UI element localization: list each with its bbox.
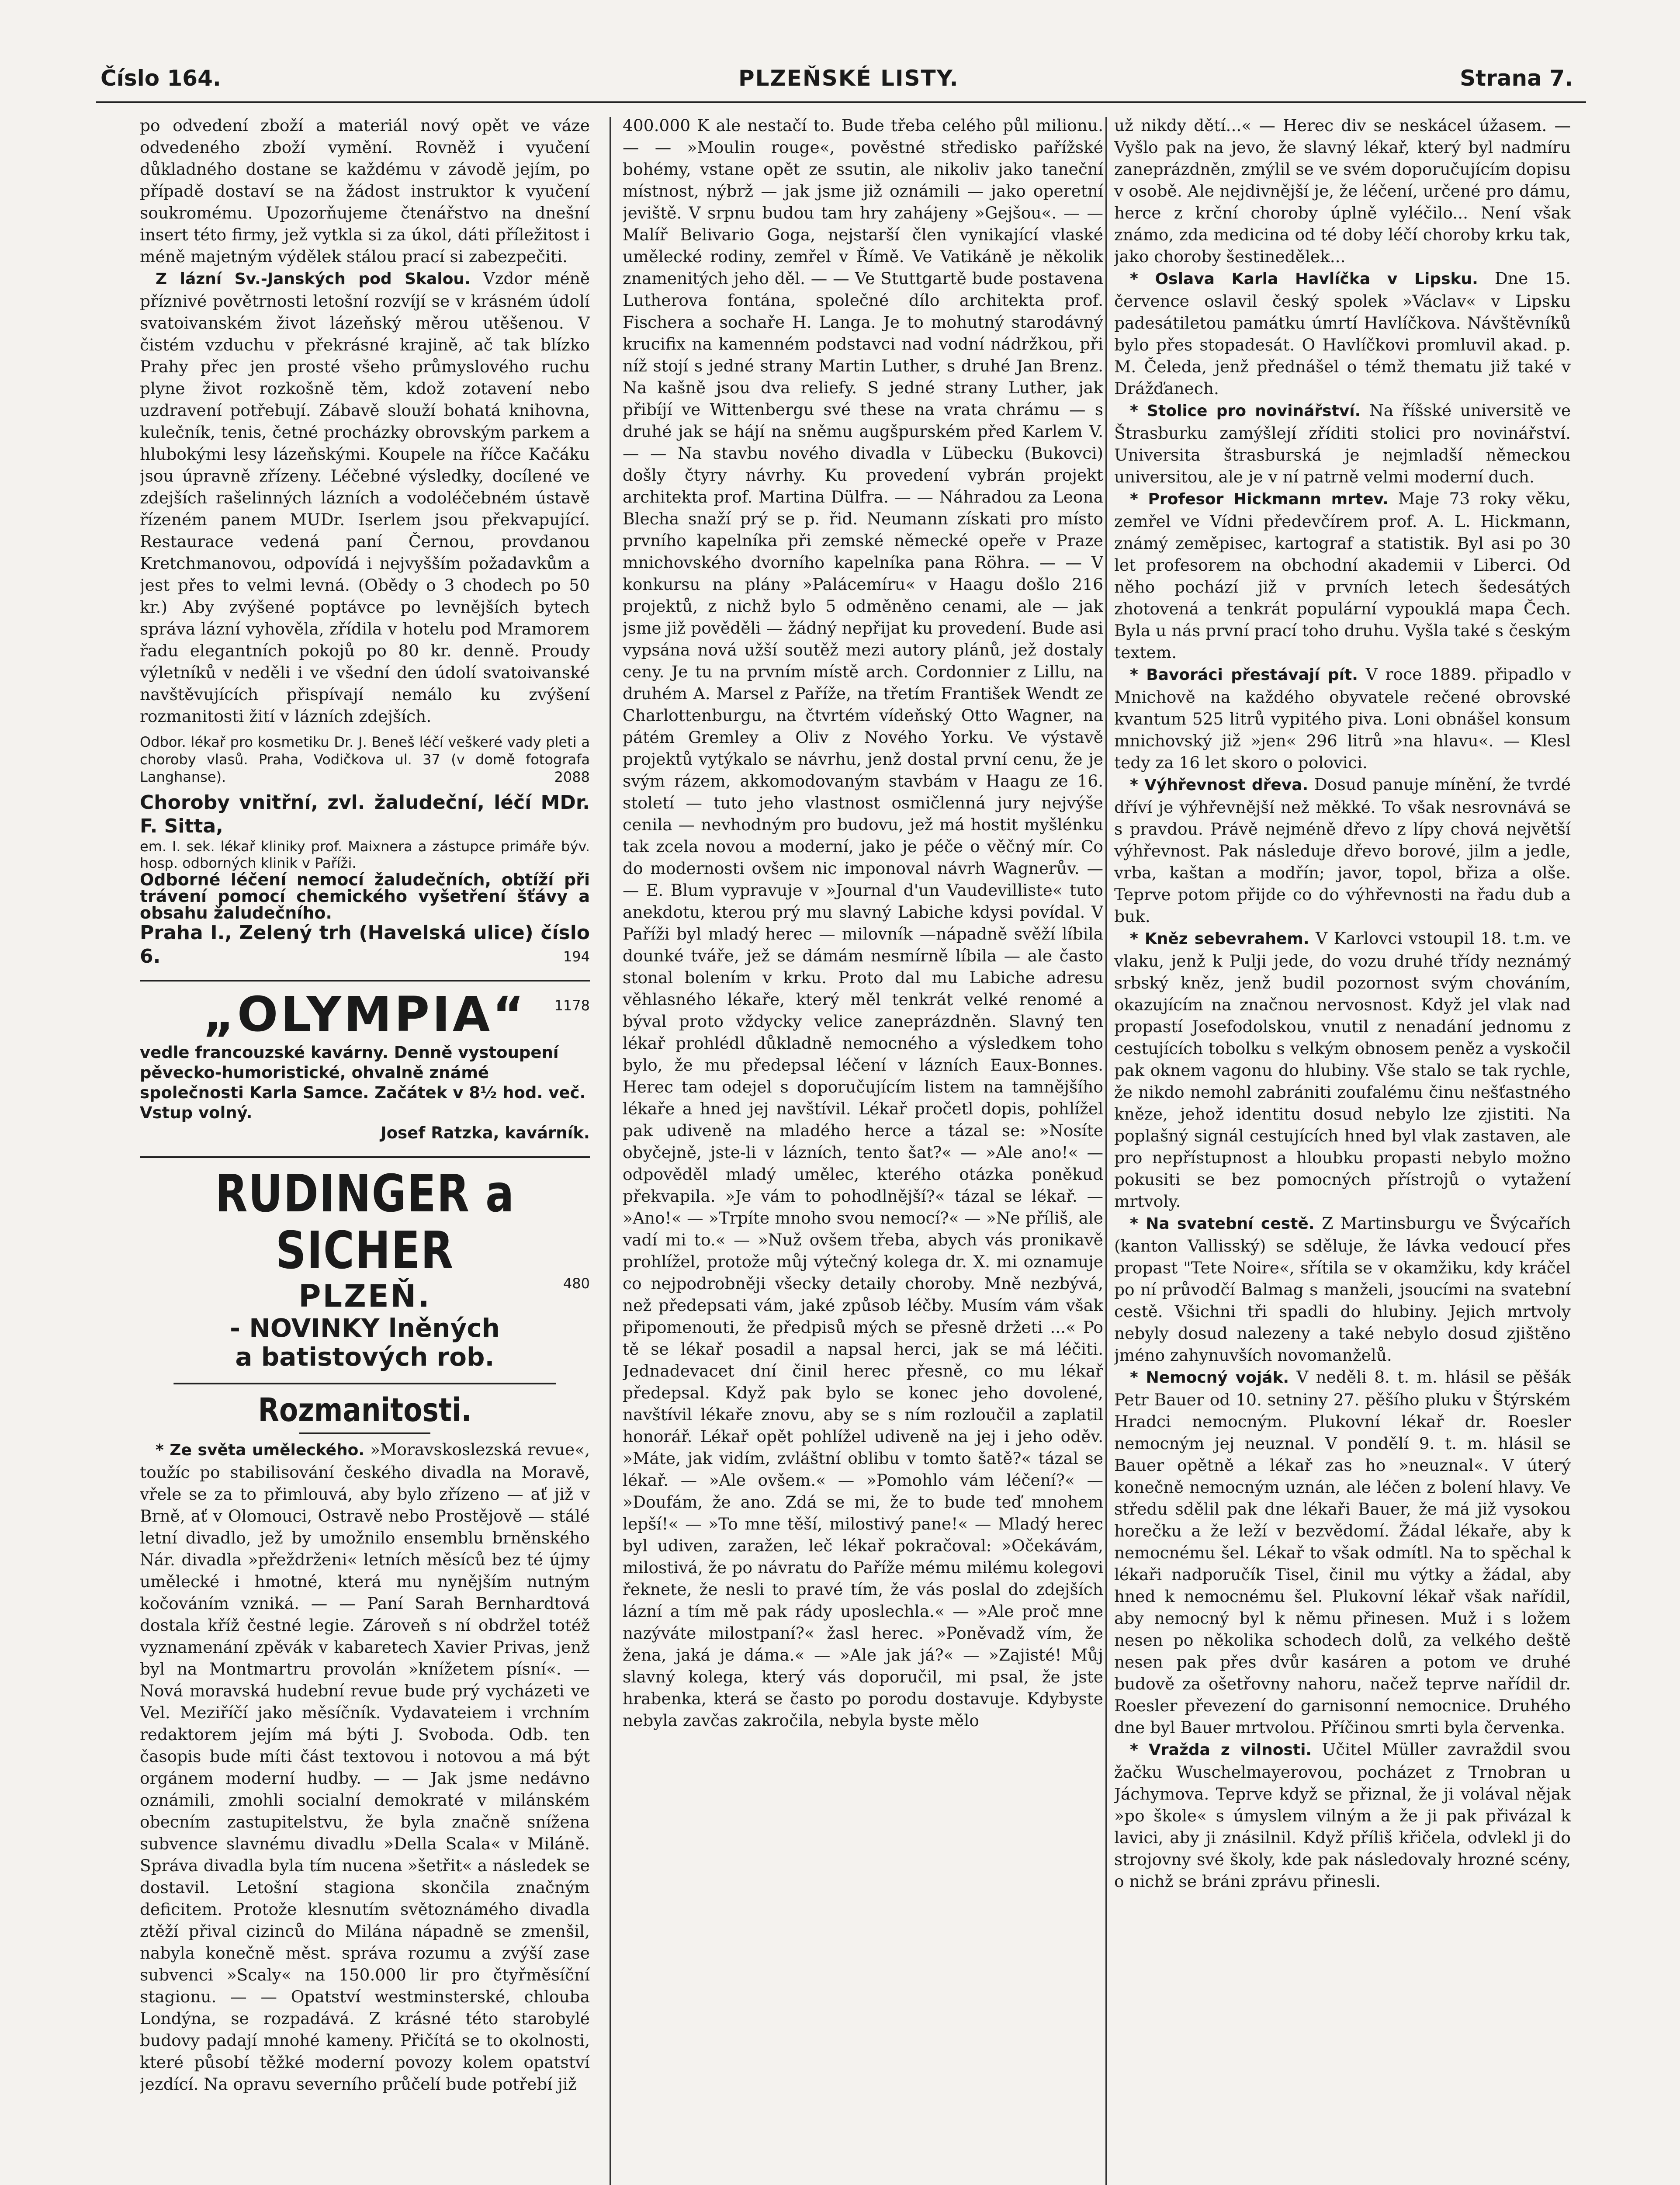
article-drevo <box>1114 773 1571 927</box>
article-heading: * Ze světa uměleckého. <box>156 1441 365 1459</box>
article-body: Vzdor méně příznivé povětrnosti letošní rozvíjí se v krásném údolí svatoivanském život lázeňský měrou utěšenou. V čistém vzduchu v překrásné krajině, ač tak blízko Prahy přec jen prosté všeho průmyslového ruchu plyne život rozkošně těm, kdož zotavení nebo uzdravení potřebují. Zábavě slouží bohatá knihovna, kulečník, tenis, četné procházky obrovským parkem a hlubokými lesy lázeňskými. Koupele na říčce Kačáku jsou úpravně zřízeny. Léčebné výsledky, docílené ve zdejších rašelinných lázních a vodoléčebném ústavě řízeném panem MUDr. Iserlem jsou překvapující. Restaurace vedená paní Černou, provdanou Kretchmanovou, odpovídá i nejvyšším požadavkům a jest přes to velmi levná. (Obědy o 3 chodech po 50 kr.) Aby zvýšené poptávce po levnějších bytech správa lázní vyhověla, zřídila v hotelu pod Mramorem řadu elegantních pokojů po 80 kr. denně. Proudy výletníků v neděli i ve všední den údolí svatoivanské navštěvujících přispívají nemálo ku zvýšení rozmanitosti žití v lázních zdejších. <box>140 269 590 726</box>
article-heading: * Vražda z vilnosti. <box>1130 1741 1312 1759</box>
column-2 <box>623 114 1103 2185</box>
article-body: Na říšské universitě ve Štrasburku zamýšlejí zříditi stolici pro novinářství. Universita štrasburská je nejmladší německou universitou, ale je v ní patrně velmi moderní duch. <box>1114 401 1571 486</box>
article-knez <box>1114 927 1571 1212</box>
article-svet-umelecky <box>140 1439 590 2095</box>
article-body: V roce 1889. připadlo v Mnichově na každého obyvatele rečené obrovské kvantum 525 litrů vypitého piva. Loni obnášel konsum mnichovský již »jen« 296 litrů »na hlavu«. — Klesl tedy za 16 let skoro o polovici. <box>1114 665 1571 772</box>
newspaper-title: PLZEŇSKÉ LISTY. <box>738 66 959 91</box>
article-heading: * Bavoráci přestávají pít. <box>1130 666 1358 684</box>
ad-text: vedle francouzské kavárny. Denně vystoupení pěvecko-humoristické, ohvalně známé společnosti Karla Samce. Začátek v 8½ hod. več. Vstup volný. <box>140 1043 586 1122</box>
article-body: Maje 73 roky věku, zemřel ve Vídni předevčírem prof. A. L. Hickmann, známý zeměpisec, kartograf a statistik. Byl asi po 30 let profesorem na obchodní akademii v Liberci. Od něho pochází již v prvních letech šedesátých zhotovená a tenkrát populární vypouklá mapa Čech. Byla u nás první prací toho druhu. Vyšla také s českým textem. <box>1114 489 1571 662</box>
page-number: Strana 7. <box>1460 66 1573 91</box>
ad-text: - NOVINKY lněných <box>230 1313 500 1343</box>
ad-sitta <box>140 791 590 968</box>
section-rule <box>299 1432 430 1434</box>
ad-text: em. I. sek. lékař kliniky prof. Maixnera a zástupce primáře býv. hosp. odborných klinik v Paříži. <box>140 838 590 871</box>
article-stolice <box>1114 399 1571 488</box>
ad-signature: Josef Ratzka, kavárník. <box>380 1124 590 1142</box>
article-heading: * Na svatební cestě. <box>1130 1215 1315 1233</box>
article-heading: * Nemocný voják. <box>1130 1369 1289 1387</box>
ad-city: PLZEŇ. <box>298 1278 431 1314</box>
header-rule <box>96 101 1586 103</box>
ad-olympia <box>140 980 590 1143</box>
article-heading: * Profesor Hickmann mrtev. <box>1130 490 1389 508</box>
article-vrazda <box>1114 1738 1571 1892</box>
ad-text: Odbor. lékař pro kosmetiku Dr. J. Beneš léčí veškeré vady pleti a choroby vlasů. Praha, Vodičkova ul. 37 (v domě fotografa Langhanse). <box>140 734 590 785</box>
ad-text: Odborné léčení nemocí žaludečních, obtíží při trávení pomocí chemického vyšetření šťávy a obsahu žaludečního. <box>140 870 590 923</box>
column-3 <box>1114 114 1571 2185</box>
ad-number: 1178 <box>554 997 590 1014</box>
ad-title: RUDINGER a SICHER <box>215 1163 515 1280</box>
article-body: »Moravskoslezská revue«, toužíc po stabilisování českého divadla na Moravě, vřele se za to přimlouvá, aby bylo zřízeno — ať již v Brně, ať v Olomouci, Ostravě nebo Prostějově — stálé letní divadlo, jež by umožnilo ensemblu brněnského Nár. divadla »přeždrženi« letních měsíců bez té újmy umělecké i hmotné, která mu nynějším nutným kočováním vzniká. — — Paní Sarah Bernhardtová dostala kříž čestné legie. Zároveň s ní obdržel totéž vyznamenání zpěvák v kabaretech Xavier Privas, jenž byl na Montmartru provolán »knížetem písní«. — Nová moravská hudební revue bude prý vycházeti ve Vel. Meziříčí jako měsíčník. Vydavateiem i vrchním redaktorem jejím má býti J. Svoboda. Odb. ten časopis bude míti část textovou i notovou a má být orgánem moderní hudby. — — Jak jsme nedávno oznámili, zmohli socialní demokraté v milánském obecním zastupitelstvu, že byla značně snížena subvence slavnému divadlu »Della Scala« v Miláně. Správa divadla byla tím nucena »šetřit« a následek se dostavil. Letošní stagiona skončila značným deficitem. Protože klesnutím světoznámého divadla ztěží přival cizinců do Milána nápadně se zmenšil, nabyla konečně měst. správa rozumu a zvýší zase subvenci »Scaly« na 150.000 lir pro čtyřměsíční stagionu. — — Opatství westminsterské, chlouba Londýna, se rozpadává. Z krásné této starobylé budovy padají mnohé kameny. Přičítá se to okolnosti, které působí těžké moderní povozy kolem opatství jezdící. Na opravu severního průčelí bude potřebí již <box>140 1440 590 2094</box>
ad-number: 194 <box>563 948 590 965</box>
article-body: V Karlovci vstoupil 18. t.m. ve vlaku, jenž k Pulji jede, do vozu druhé třídy neznámý srbský kněz, jenž budil pozornost svým chováním, okazujícím na značnou nervosnost. Když jel vlak nad propastí Josefodolskou, vnutil z nenadání jednomu z cestujících tobolku s velkým obnosem peněz a vyskočil pak oknem vagonu do hlubiny. Vše stalo se tak rychle, že nikdo nemohl zabrániti zoufalému činu nešťastného kněze, jehož identitu dosud nebylo lze zjistiti. Na poplašný signál cestujících hned byl vlak zastaven, ale pro nepřístupnost a hloubku propasti nebylo možno pokusiti se bez pomocných přístrojů o vytažení mrtvoly. <box>1114 929 1571 1211</box>
page-header <box>100 66 1582 96</box>
article-continuation: už nikdy dětí...« — Herec div se neskácel úžasem. — Vyšlo pak na jevo, že slavný lékař, který byl nadmíru zaneprázdněn, zmýlil se ve svém doporučujícím dopisu v osobě. Ale nejdivnější je, že léčení, určené pro dámu, herce z krční choroby úplně vyléčilo... Není však známo, zda medicina od té doby léčí choroby krku tak, jako choroby šestinedělek... <box>1114 116 1571 266</box>
column-divider-1 <box>610 117 611 2185</box>
article-body: V neděli 8. t. m. hlásil se pěšák Petr Bauer od 10. setniny 27. pěšího pluku v Štýrském Hradci nemocným. Plukovní lékař dr. Roesler nemocným jej neuznal. V pondělí 9. t. m. hlásil se Bauer opětně a lékař zas ho »neuznal«. V úterý konečně nemocným uznán, ale léčen z bolení hlavy. Ve středu sdělil pak dne lékaři Bauer, že má již vysokou horečku a že leží v bezvědomí. Žádal lékaře, aby k nemocnému šel. Lékař to však odmítl. Na to spěchal k lékaři nadporučík Tisel, činil mu výtky a žádal, aby hned k nemocnému šel. Plukovní lékař však nařídil, aby nemocný byl k němu přinesen. Muž i s ložem nesen po několika schodech dolů, za velkého deště nesen pak přes dvůr kasáren a potom ve druhé budově za ošetřovny nahoru, načež teprve nařídil dr. Roesler převezení do garnisonní nemocnice. Druhého dne byl Bauer mrtvolou. Příčinou smrti byla červenka. <box>1114 1367 1571 1737</box>
article-heading: * Stolice pro novinářství. <box>1130 402 1361 420</box>
article-body: Dosud panuje mínění, že tvrdé dříví je výhřevnější než měkké. To však nesrovnává se s pravdou. Právě nejméně dřevo z lípy chová největší výhřevnost. Pak následuje dřevo borové, jilm a jedle, vrba, kaštan a modřín; javor, topol, břiza a olše. Teprve potom přijde co do výhřevnosti na řadu dub a buk. <box>1114 775 1571 926</box>
article-continuation: po odvedení zboží a materiál nový opět ve váze odvedeného zboží vymění. Rovněž i vyučení důkladného dostane se každému v závodě jejím, po případě dostaví se na žádost instruktor k vyučení soukromému. Upozorňujeme čtenářstvo na dnešní insert této firmy, jež vytkla si za úkol, dáti příležitost i méně majetným výdělek stálou prací si zabezpečiti. <box>140 116 590 266</box>
column-1 <box>140 114 590 2185</box>
article-heading: * Kněz sebevrahem. <box>1130 930 1309 948</box>
section-title: Rozmanitosti. <box>173 1383 556 1430</box>
ad-number: 480 <box>563 1275 590 1292</box>
article-heading: * Oslava Karla Havlíčka v Lipsku. <box>1130 270 1478 288</box>
ad-address-text: Praha I., Zelený trh (Havelská ulice) číslo 6. <box>140 922 590 968</box>
article-bavoraci <box>1114 663 1571 773</box>
ad-benes <box>140 733 590 786</box>
article-body: Dne 15. července oslavil český spolek »Václav« v Lipsku padesátiletou památku úmrtí Havlíčkova. Návštěvníků bylo přes stopadesát. O Havlíčkovi promluvil akad. p. M. Čeleda, jenž přednášel o témž thematu již také v Drážďanech. <box>1114 269 1571 398</box>
ad-rudinger <box>140 1156 590 1371</box>
article-hickmann <box>1114 488 1571 663</box>
ad-title: „OLYMPIA“ <box>203 986 527 1042</box>
article-body: Z Martinsburgu ve Švýcařích (kanton Vallisský) se sděluje, že lávka vedoucí přes propast "Tete Noire«, sřítila se v okamžiku, kdy kráčel po ní průvodčí Balmag s manželi, jsoucími na svatební cestě. Všichni tři spadli do hlubiny. Jejich mrtvoly nebyly dosud nalezeny a také nebylo dosud zjištěno jméno zahynuvších novomanželů. <box>1114 1214 1571 1365</box>
article-continuation: 400.000 K ale nestačí to. Bude třeba celého půl milionu. — — »Moulin rouge«, pověstné středisko pařížské bohémy, vstane opět ze ssutin, ale nikoliv jako taneční místnost, nýbrž — jak jsme již oznámili — jako operetní jeviště. V srpnu budou tam hry zahájeny »Gejšou«. — — Malíř Belivario Goga, nejstarší člen vynikající vlaské umělecké rodiny, zemřel v Římě. Ve Vatikáně je několik znamenitých jeho děl. — — Ve Stuttgartě bude postavena Lutherova fontána, společné dílo architekta prof. Fischera a sochaře H. Langa. Je to mohutný starodávný krucifix na kamenném podstavci nad vodní nádržkou, při níž stojí s jedné strany Martin Luther, s druhé Jan Brenz. Na kašně jsou dva reliefy. S jedné strany Luther, jak přibíjí ve Wittenbergu své these na vrata chrámu — s druhé jak se hájí na sněmu augšpurském před Karlem V. — — Na stavbu nového divadla v Lübecku (Bukovci) došly čtyry návrhy. Ku provedení vybrán projekt architekta prof. Martina Dülfra. — — Náhradou za Leona Blecha snaží prý se p. řid. Neumann získati pro místo prvního kapelníka při zemské německé opeře v Praze mnichovského dvorního kapelníka pana Röhra. — — V konkursu na plány »Palácemíru« v Haagu došlo 216 projektů, z nichž bylo 5 odměněno cenami, ale — jak jsme již pověděli — žádný nepřijat ku provedení. Bude asi vypsána nová užší soutěž mezi autory plánů, jež dostaly ceny. Je tu na prvním místě arch. Cordonnier z Lillu, na druhém A. Marsel z Paříže, na třetím František Wendt ze Charlottenburgu, na čtvrtém vídeňský Otto Wagner, na pátém Gremley a Oliv z Nového Yorku. Ve výstavě projektů vytýkalo se návrhu, jenž dostal první cenu, že je svým rázem, akkomodovaným stavbám v Haagu ze 16. století — tuto jeho vlastnost osmičlenná jury nejvýše cenila — nevhodným pro budovu, jež má hostit myšlénku tak zcela novou a moderní, jako je péče o věčný mír. Co do modernosti ovšem nic imponoval návrh Wagnerův. — — E. Blum vypravuje v »Journal d'un Vaudevilliste« tuto anekdotu, kterou prý mu slavný Labiche kdysi povídal. V Paříži byl mladý herec — milovník —nápadně svěží líbila dounké tváře, jež se dámám nesmírně líbila — ale často stonal bolením v krku. Proto dal mu Labiche adresu věhlasného lékaře, který měl tenkrát velké renomé a býval proto vždycky velice zaneprázdněn. Slavný ten lékař prohlédl důkladně nemocného a výsledkem toho bylo, že mu předepsal léčení v lázních Eaux-Bonnes. Herec tam odejel s doporučujícím listem na tamnějšího lékaře a hned jej navštívil. Lékař pročetl dopis, pohlížel pak udiveně na mladého herce a tázal se: »Nosíte obyčejně, jste-li v lázních, tento šat?« — »Ale ano!« — odpověděl mladý umělec, kterého otázka poněkud překvapila. »Je vám to pohodlnější?« tázal se lékař. — »Ano!« — »Trpíte mnoho svou nemocí?« — »Ne příliš, ale vadí mi to.« — »Nuž ovšem třeba, abych vás pronikavě prohlížel, protože můj výtečný kolega dr. X. mi oznamuje co nejpodrobněji všecky detaily choroby. Mně nezbývá, než předepsati vám, jaké způsob léčby. Musím vám však připomenouti, že předpisů mých se přesně držeti ...« Po tě se lékař posadil a napsal herci, jak se má léčiti. Jednadevacet dní činil herec přesně, co mu lékař předepsal. Když pak bylo se konec jeho dovolené, navštívil lékaře znovu, aby se s ním rozloučil a zaplatil honorář. Lékař opět pohlížel udiveně na jej i jeho oděv. »Máte, jak vidím, zvláštní oblibu v tomto šatě?« tázal se lékař. — »Ale ovšem.« — »Pomohlo vám léčení?« — »Doufám, že ano. Zdá se mi, že to bude teď mnohem lepší!« — »To mne těší, milostivý pane!« — Mladý herec byl udiven, zaražen, leč lékař pokračoval: »Očekávám, milostivá, že po návratu do Paříže mému milému kolegovi řeknete, že nesli to pravé tím, že vás poslal do zdejších lázní a tím mě pak rády uposlechla.« — »Ale proč mne nazýváte milostpaní?« žasl herec. »Poněvadž vím, že žena, jaká je dáma.« — »Ale jak já?« — »Zajisté! Můj slavný kolega, který vás doporučil, mi psal, že jste hrabenka, která se často po porodu dostavuje. Kdybyste nebyla zavčas zakročila, nebyla byste mělo <box>623 116 1103 1730</box>
issue-number: Číslo 164. <box>100 66 221 91</box>
article-heading: * Výhřevnost dřeva. <box>1130 776 1309 794</box>
article-lazne <box>140 267 590 727</box>
column-divider-2 <box>1105 117 1107 2185</box>
article-heading: Z lázní Sv.-Janských pod Skalou. <box>156 270 471 288</box>
ad-text: a batistových rob. <box>235 1342 495 1372</box>
article-havlicek <box>1114 267 1571 399</box>
article-svatebni-cesta <box>1114 1212 1571 1366</box>
ad-headline: Choroby vnitřní, zvl. žaludeční, léčí MDr. F. Sitta, <box>140 791 590 837</box>
ad-address <box>140 921 590 968</box>
article-body: Učitel Müller zavraždil svou žačku Wuschelmayerovou, pocházet z Trnobran u Jáchymova. Teprve když se přiznal, že ji volával nějak »po škole« s úmyslem vilným a že ji pak přivázal k lavici, aby ji znásilnil. Když příliš křičela, odvlekl ji do strojovny své školy, kde pak následovaly hrozné scény, o nichž se bráni zprávu přinesli. <box>1114 1740 1571 1891</box>
article-vojak <box>1114 1366 1571 1738</box>
ad-number: 2088 <box>554 769 590 785</box>
